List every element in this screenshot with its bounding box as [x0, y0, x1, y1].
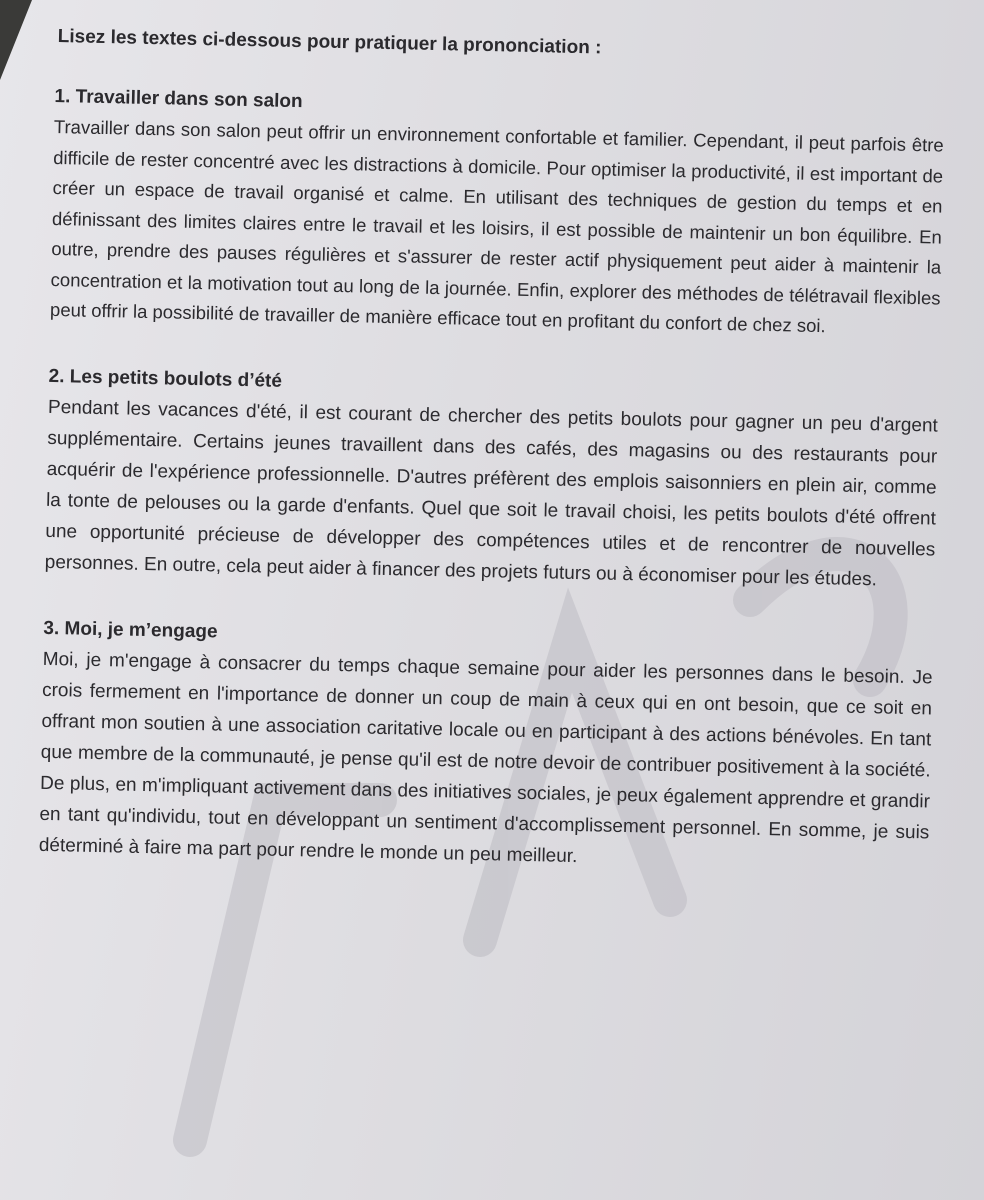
section-petits-boulots	[44, 365, 938, 596]
section-moi-engage	[39, 617, 934, 879]
section-title: 2. Les petits boulots d’été	[48, 365, 283, 392]
dark-corner	[0, 0, 32, 80]
instruction-text: Lisez les textes ci-dessous pour pratiquer la prononciation :	[57, 26, 602, 59]
section-paragraph: Travailler dans son salon peut offrir un environnement confortable et familier. Cependant, il peut parfois être difficile de rester concentré avec les distractions à domicile. Pour optimiser la productivité, il est important de créer un espace de travail organisé et calme. En utilisant des techniques de gestion du temps et en définissant des limites claires entre le travail et les loisirs, il est possible de maintenir un bon équilibre. En outre, prendre des pauses régulières et s'assurer de rester actif physiquement peut aider à maintenir la concentration et la motivation tout au long de la journée. Enfin, explorer des méthodes de télétravail flexibles peut offrir la possibilité de travailler de manière efficace tout en profitant du confort de chez soi.	[49, 115, 944, 337]
section-travailler-salon	[50, 86, 945, 344]
section-title: 1. Travailler dans son salon	[54, 85, 303, 113]
document-content	[38, 26, 946, 919]
section-paragraph: Pendant les vacances d'été, il est courant de chercher des petits boulots pour gagner un peu d'argent supplémentaire. Certains jeunes travaillent dans des cafés, des magasins ou des restaurants pour acquérir de l'expérience professionnelle. D'autres préfèrent des emplois saisonniers en plein air, comme la tonte de pelouses ou la garde d'enfants. Quel que soit le travail choisi, les petits boulots d'été offrent une opportunité précieuse de développer des compétences utiles et de rencontrer de nouvelles personnes. En outre, cela peut aider à financer des projets futurs ou à économiser pour les études.	[44, 396, 939, 590]
section-title: 3. Moi, je m’engage	[43, 617, 218, 643]
section-paragraph: Moi, je m'engage à consacrer du temps chaque semaine pour aider les personnes dans le besoin. Je crois fermement en l'importance de donner un coup de main à ceux qui en ont besoin, que ce soit en offrant mon soutien à une association caritative locale ou en participant à des actions bénévoles. En tant que membre de la communauté, je pense qu'il est de notre devoir de contribuer positivement à la société. De plus, en m'impliquant activement dans des initiatives sociales, je peux également apprendre et grandir en tant qu'individu, tout en développant un sentiment d'accomplissement personnel. En somme, je suis déterminé à faire ma part pour rendre le monde un peu meilleur.	[38, 648, 933, 867]
